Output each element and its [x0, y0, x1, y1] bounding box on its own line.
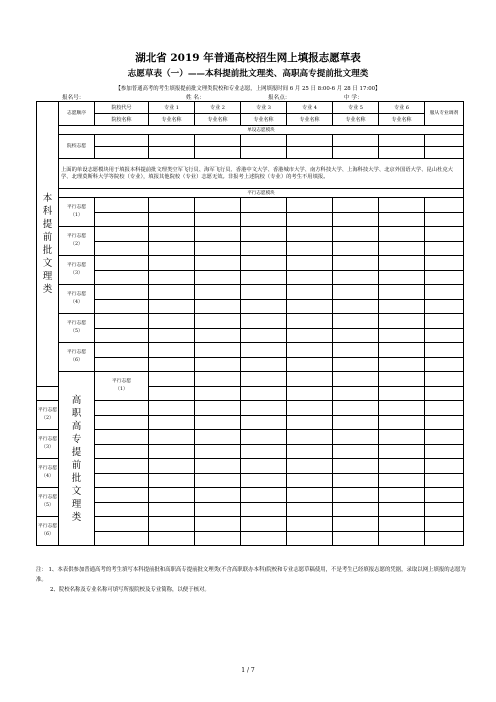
- instruction-text: 【参加普通高考的考生填报提前批文理类院校和专业志愿，上网填报时间 6 月 25 日 8:00-6 月 28 日 17:00】: [115, 86, 381, 92]
- form-input-cell[interactable]: [95, 212, 149, 227]
- form-input-cell[interactable]: [241, 517, 287, 532]
- form-input-cell[interactable]: [195, 444, 241, 459]
- form-input-cell[interactable]: [379, 473, 425, 488]
- candidate-no-label: 报名号：: [62, 95, 85, 101]
- form-input-cell[interactable]: [241, 328, 287, 343]
- form-input-cell[interactable]: [287, 343, 333, 358]
- form-input-cell[interactable]: [287, 502, 333, 517]
- form-input-cell[interactable]: [287, 147, 333, 159]
- form-input-cell[interactable]: [425, 328, 464, 343]
- form-input-cell[interactable]: [95, 357, 149, 372]
- form-input-cell[interactable]: [379, 135, 425, 147]
- form-input-cell[interactable]: [425, 299, 464, 314]
- form-input-cell[interactable]: [333, 401, 379, 416]
- form-input-cell[interactable]: [379, 531, 425, 546]
- form-input-cell[interactable]: [379, 401, 425, 416]
- form-input-cell[interactable]: [241, 531, 287, 546]
- major-1-header: 专业 1: [149, 102, 195, 114]
- form-input-cell[interactable]: [333, 285, 379, 300]
- form-input-cell[interactable]: [333, 299, 379, 314]
- form-input-cell[interactable]: [425, 415, 464, 430]
- form-input-cell[interactable]: [149, 256, 195, 271]
- form-input-cell[interactable]: [195, 517, 241, 532]
- form-input-cell[interactable]: [287, 401, 333, 416]
- form-input-cell[interactable]: [379, 459, 425, 474]
- form-input-cell[interactable]: [333, 531, 379, 546]
- name-label: 姓 名：: [186, 95, 205, 101]
- form-input-cell[interactable]: [287, 531, 333, 546]
- form-input-cell[interactable]: [149, 459, 195, 474]
- form-input-cell[interactable]: [149, 430, 195, 445]
- form-input-cell[interactable]: [425, 517, 464, 532]
- form-input-cell[interactable]: [149, 227, 195, 242]
- form-input-cell[interactable]: [149, 328, 195, 343]
- form-input-cell[interactable]: [425, 502, 464, 517]
- parallel-volunteer-label: 平行志愿 （3）: [59, 256, 95, 285]
- form-input-cell[interactable]: [149, 285, 195, 300]
- form-input-cell[interactable]: [379, 343, 425, 358]
- form-input-cell[interactable]: [195, 343, 241, 358]
- form-input-cell[interactable]: [241, 299, 287, 314]
- adjust-header: 服从专业调剂: [425, 102, 464, 126]
- form-input-cell[interactable]: [95, 256, 149, 271]
- form-input-cell[interactable]: [95, 343, 149, 358]
- parallel-volunteer-label: 平行志愿 （5）: [37, 488, 59, 517]
- parallel-volunteer-label: 平行志愿 （1）: [59, 198, 95, 227]
- major-name-header: 专业名称: [379, 114, 425, 126]
- form-input-cell[interactable]: [425, 198, 464, 213]
- major-name-header: 专业名称: [195, 114, 241, 126]
- form-input-cell[interactable]: [241, 343, 287, 358]
- form-input-cell[interactable]: [241, 415, 287, 430]
- form-input-cell[interactable]: [149, 473, 195, 488]
- form-input-cell[interactable]: [149, 444, 195, 459]
- form-input-cell[interactable]: [379, 444, 425, 459]
- form-input-cell[interactable]: [379, 212, 425, 227]
- form-input-cell[interactable]: [95, 459, 149, 474]
- form-input-cell[interactable]: [379, 488, 425, 503]
- form-input-cell[interactable]: [95, 147, 149, 159]
- form-input-cell[interactable]: [333, 328, 379, 343]
- form-input-cell[interactable]: [287, 473, 333, 488]
- volunteer-order-header: 志愿顺序: [59, 102, 95, 126]
- form-input-cell[interactable]: [425, 430, 464, 445]
- form-input-cell[interactable]: [241, 459, 287, 474]
- form-input-cell[interactable]: [195, 531, 241, 546]
- form-input-cell[interactable]: [195, 299, 241, 314]
- form-input-cell[interactable]: [379, 517, 425, 532]
- form-input-cell[interactable]: [333, 415, 379, 430]
- notes-block: [36, 565, 466, 595]
- form-input-cell[interactable]: [241, 241, 287, 256]
- form-input-cell[interactable]: [241, 401, 287, 416]
- parallel-volunteer-label: 平行志愿 （3）: [37, 430, 59, 459]
- form-input-cell[interactable]: [287, 444, 333, 459]
- form-input-cell[interactable]: [241, 372, 287, 387]
- form-input-cell[interactable]: [425, 314, 464, 329]
- form-input-cell[interactable]: [379, 198, 425, 213]
- form-input-cell[interactable]: [195, 459, 241, 474]
- form-input-cell[interactable]: [149, 135, 195, 147]
- form-input-cell[interactable]: [195, 430, 241, 445]
- major-name-header: 专业名称: [149, 114, 195, 126]
- form-input-cell[interactable]: [379, 256, 425, 271]
- form-input-cell[interactable]: [241, 285, 287, 300]
- form-input-cell[interactable]: [241, 198, 287, 213]
- form-input-cell[interactable]: [333, 135, 379, 147]
- form-input-cell[interactable]: [95, 502, 149, 517]
- form-input-cell[interactable]: [241, 488, 287, 503]
- form-input-cell[interactable]: [195, 488, 241, 503]
- form-input-cell[interactable]: [195, 241, 241, 256]
- form-input-cell[interactable]: [287, 241, 333, 256]
- form-input-cell[interactable]: [379, 328, 425, 343]
- form-input-cell[interactable]: [241, 256, 287, 271]
- parallel-volunteer-label: 平行志愿 （2）: [59, 227, 95, 256]
- form-input-cell[interactable]: [195, 135, 241, 147]
- form-input-cell[interactable]: [333, 444, 379, 459]
- form-input-cell[interactable]: [333, 357, 379, 372]
- school-label: 中 学：: [344, 95, 363, 101]
- form-input-cell[interactable]: [95, 285, 149, 300]
- school-name-header: 院校名称: [95, 114, 149, 126]
- form-input-cell[interactable]: [333, 517, 379, 532]
- form-input-cell[interactable]: [425, 386, 464, 401]
- page-number: 1 / 7: [241, 667, 255, 674]
- form-input-cell[interactable]: [149, 241, 195, 256]
- form-input-cell[interactable]: [425, 531, 464, 546]
- form-input-cell[interactable]: [241, 212, 287, 227]
- form-input-cell[interactable]: [287, 415, 333, 430]
- page-subtitle: 志愿草表（一）——本科提前批文理类、高职高专提前批文理类: [127, 69, 369, 79]
- form-input-cell[interactable]: [195, 198, 241, 213]
- form-input-cell[interactable]: [95, 430, 149, 445]
- form-input-cell[interactable]: [287, 227, 333, 242]
- form-input-cell[interactable]: [425, 444, 464, 459]
- major-name-header: 专业名称: [287, 114, 333, 126]
- form-input-cell[interactable]: [195, 328, 241, 343]
- form-input-cell[interactable]: [95, 531, 149, 546]
- form-input-cell[interactable]: [241, 357, 287, 372]
- major-4-header: 专业 4: [287, 102, 333, 114]
- form-input-cell[interactable]: [379, 299, 425, 314]
- section-label-vocational: 高 职 高 专 提 前 批 文 理 类: [59, 372, 95, 546]
- form-input-cell[interactable]: [195, 372, 241, 387]
- form-input-cell[interactable]: [425, 270, 464, 285]
- major-3-header: 专业 3: [241, 102, 287, 114]
- form-input-cell[interactable]: [425, 473, 464, 488]
- school-code-header: 院校代号: [95, 102, 149, 114]
- form-input-cell[interactable]: [149, 401, 195, 416]
- form-input-cell[interactable]: [195, 256, 241, 271]
- form-input-cell[interactable]: [195, 502, 241, 517]
- major-name-header: 专业名称: [333, 114, 379, 126]
- form-input-cell[interactable]: [287, 314, 333, 329]
- form-input-cell[interactable]: [241, 147, 287, 159]
- form-input-cell[interactable]: [195, 285, 241, 300]
- form-input-cell[interactable]: [287, 299, 333, 314]
- form-input-cell[interactable]: [95, 415, 149, 430]
- form-input-cell[interactable]: [241, 135, 287, 147]
- form-input-cell[interactable]: [379, 285, 425, 300]
- form-input-cell[interactable]: [95, 314, 149, 329]
- form-input-cell[interactable]: [241, 444, 287, 459]
- form-input-cell[interactable]: [425, 357, 464, 372]
- form-input-cell[interactable]: [195, 386, 241, 401]
- form-input-cell[interactable]: [149, 531, 195, 546]
- form-input-cell[interactable]: [379, 415, 425, 430]
- form-input-cell[interactable]: [287, 135, 333, 147]
- form-input-cell[interactable]: [95, 299, 149, 314]
- form-input-cell[interactable]: [333, 227, 379, 242]
- form-input-cell[interactable]: [425, 372, 464, 387]
- form-input-cell[interactable]: [379, 147, 425, 159]
- form-input-cell[interactable]: [287, 328, 333, 343]
- form-input-cell[interactable]: [379, 357, 425, 372]
- form-input-cell[interactable]: [149, 502, 195, 517]
- form-input-cell[interactable]: [195, 473, 241, 488]
- form-input-cell[interactable]: [95, 227, 149, 242]
- form-input-cell[interactable]: [333, 343, 379, 358]
- form-input-cell[interactable]: [241, 430, 287, 445]
- form-input-cell[interactable]: [333, 372, 379, 387]
- major-6-header: 专业 6: [379, 102, 425, 114]
- form-input-cell[interactable]: [425, 241, 464, 256]
- form-input-cell[interactable]: [95, 444, 149, 459]
- form-input-cell[interactable]: [241, 386, 287, 401]
- form-input-cell[interactable]: [195, 401, 241, 416]
- form-input-cell[interactable]: [241, 227, 287, 242]
- form-input-cell[interactable]: [195, 415, 241, 430]
- form-input-cell[interactable]: [379, 227, 425, 242]
- site-label: 报名点：: [268, 95, 291, 101]
- parallel-module-heading: 平行志愿模块: [59, 189, 464, 198]
- form-input-cell[interactable]: [149, 198, 195, 213]
- form-input-cell[interactable]: [149, 147, 195, 159]
- form-input-cell[interactable]: [333, 256, 379, 271]
- form-input-cell[interactable]: [95, 198, 149, 213]
- form-input-cell[interactable]: [195, 314, 241, 329]
- form-input-cell[interactable]: [379, 314, 425, 329]
- form-input-cell[interactable]: [95, 241, 149, 256]
- form-input-cell[interactable]: [95, 488, 149, 503]
- form-input-cell[interactable]: [287, 198, 333, 213]
- form-input-cell[interactable]: [425, 488, 464, 503]
- form-input-cell[interactable]: [333, 386, 379, 401]
- form-input-cell[interactable]: [149, 415, 195, 430]
- parallel-volunteer-label: 平行志愿 （4）: [59, 285, 95, 314]
- form-input-cell[interactable]: [379, 386, 425, 401]
- form-input-cell[interactable]: [37, 386, 59, 401]
- form-input-cell[interactable]: [95, 473, 149, 488]
- form-input-cell[interactable]: [333, 430, 379, 445]
- form-input-cell[interactable]: [149, 270, 195, 285]
- volunteer-form-table: [36, 101, 464, 546]
- form-input-cell[interactable]: [95, 401, 149, 416]
- form-input-cell[interactable]: [425, 227, 464, 242]
- single-module-heading: 单设志愿模块: [59, 126, 464, 135]
- form-input-cell[interactable]: [149, 386, 195, 401]
- form-input-cell[interactable]: [425, 459, 464, 474]
- form-input-cell[interactable]: [287, 488, 333, 503]
- form-input-cell[interactable]: [333, 314, 379, 329]
- major-5-header: 专业 5: [333, 102, 379, 114]
- parallel-volunteer-label: 平行志愿 （4）: [37, 459, 59, 488]
- section-label-undergrad: 本 科 提 前 批 文 理 类: [37, 102, 59, 387]
- form-input-cell[interactable]: [287, 517, 333, 532]
- form-input-cell[interactable]: [149, 314, 195, 329]
- form-input-cell[interactable]: [287, 459, 333, 474]
- form-input-cell[interactable]: [149, 299, 195, 314]
- parallel-volunteer-label: 平行志愿 （6）: [59, 343, 95, 372]
- form-input-cell[interactable]: [287, 430, 333, 445]
- form-input-cell[interactable]: [379, 241, 425, 256]
- form-input-cell[interactable]: [241, 473, 287, 488]
- form-input-cell[interactable]: [241, 502, 287, 517]
- parallel-volunteer-label: 平行志愿 （5）: [59, 314, 95, 343]
- form-input-cell[interactable]: [333, 473, 379, 488]
- major-name-header: 专业名称: [241, 114, 287, 126]
- note-2: 2、院校名称及专业名称可填写所报院校及专业简称，以便于核对。: [50, 587, 210, 593]
- form-input-cell[interactable]: [333, 241, 379, 256]
- form-input-cell[interactable]: [95, 270, 149, 285]
- form-input-cell[interactable]: [149, 212, 195, 227]
- form-input-cell[interactable]: [425, 147, 464, 159]
- form-input-cell[interactable]: [425, 256, 464, 271]
- form-input-cell[interactable]: [425, 285, 464, 300]
- page-title: 湖北省 2019 年普通高校招生网上填报志愿草表: [135, 52, 361, 64]
- form-input-cell[interactable]: [287, 212, 333, 227]
- parallel-volunteer-label: 平行志愿 （6）: [37, 517, 59, 546]
- form-input-cell[interactable]: [149, 357, 195, 372]
- form-input-cell[interactable]: [95, 135, 149, 147]
- form-input-cell[interactable]: [149, 517, 195, 532]
- form-input-cell[interactable]: [95, 328, 149, 343]
- form-input-cell[interactable]: [425, 135, 464, 147]
- parallel-volunteer-label: 平行志愿 （2）: [37, 401, 59, 430]
- form-input-cell[interactable]: [333, 147, 379, 159]
- form-input-cell[interactable]: [149, 488, 195, 503]
- form-input-cell[interactable]: [379, 372, 425, 387]
- form-input-cell[interactable]: [149, 343, 195, 358]
- parallel-volunteer-label: 平行志愿 （1）: [95, 372, 149, 401]
- major-2-header: 专业 2: [195, 102, 241, 114]
- form-input-cell[interactable]: [241, 270, 287, 285]
- form-input-cell[interactable]: [95, 517, 149, 532]
- form-input-cell[interactable]: [379, 502, 425, 517]
- form-input-cell[interactable]: [287, 357, 333, 372]
- form-input-cell[interactable]: [379, 270, 425, 285]
- form-input-cell[interactable]: [287, 372, 333, 387]
- form-input-cell[interactable]: [333, 502, 379, 517]
- form-input-cell[interactable]: [425, 343, 464, 358]
- form-input-cell[interactable]: [149, 372, 195, 387]
- note-1: 注： 1、本表供参加普通高考的考生填写本科提前批和高职高专提前批文理类(不含高职联办本科)院校和专业志愿草稿使用，不是考生已经填报志愿的凭据，录取以网上填报的志愿为准。: [36, 567, 466, 583]
- form-input-cell[interactable]: [425, 401, 464, 416]
- form-input-cell[interactable]: [195, 227, 241, 242]
- form-input-cell[interactable]: [195, 147, 241, 159]
- form-input-cell[interactable]: [241, 314, 287, 329]
- form-input-cell[interactable]: [287, 270, 333, 285]
- form-input-cell[interactable]: [425, 212, 464, 227]
- single-module-note: 上面的单设志愿模块用于填报本科提前批文理类空军飞行员、海军飞行员、香港中文大学、香港城市大学、南方科技大学、上海科技大学、北京外国语大学、昆山杜克大学、北理莫斯科大学等院校（专业），填报其他院校（专业）志愿无效。非报考上述院校（专业）的考生不用填报。: [59, 159, 464, 189]
- form-input-cell[interactable]: [333, 270, 379, 285]
- form-input-cell[interactable]: [287, 285, 333, 300]
- form-input-cell[interactable]: [333, 198, 379, 213]
- form-input-cell[interactable]: [333, 488, 379, 503]
- form-input-cell[interactable]: [379, 430, 425, 445]
- form-input-cell[interactable]: [195, 357, 241, 372]
- form-input-cell[interactable]: [287, 256, 333, 271]
- form-input-cell[interactable]: [333, 459, 379, 474]
- form-input-cell[interactable]: [195, 212, 241, 227]
- form-input-cell[interactable]: [333, 212, 379, 227]
- form-input-cell[interactable]: [195, 270, 241, 285]
- school-volunteer-label: 院校志愿: [59, 135, 95, 159]
- form-input-cell[interactable]: [287, 386, 333, 401]
